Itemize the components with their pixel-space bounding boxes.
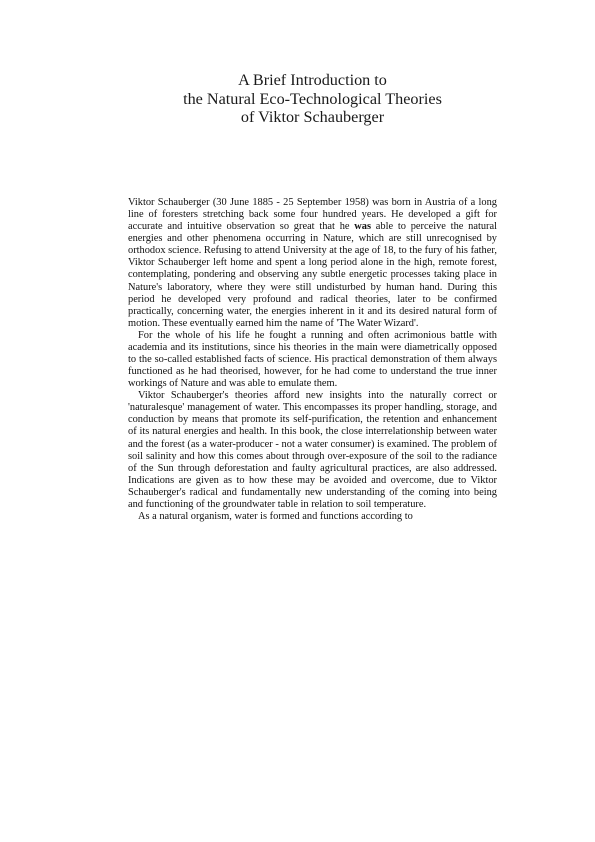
title-line-2: the Natural Eco-Technological Theories (183, 89, 442, 108)
title-line-1: A Brief Introduction to (238, 71, 387, 89)
paragraph-3: Viktor Schauberger's theories afford new insights into the naturally correct or 'naturalesque' management of water. This encompasses its proper handling, storage, and conduction by means that promote its self-purification, the retention and enhancement of its natural energies and health. In this book, the close interrelationship between water and the forest (as a water-producer - not a water consumer) is examined. The problem of soil salinity and how this comes about through over-exposure of the soil to the radiance of the Sun through deforestation and faulty agricultural practices, are also addressed. Indications are given as to how these may be avoided and overcome, due to Viktor Schauberger's radical and fundamentally new understanding of the coming into being and functioning of the groundwater table in relation to soil temperature. (128, 390, 497, 510)
title-line-3: of Viktor Schauberger (240, 108, 385, 126)
body-text (128, 197, 497, 523)
paragraph-1-emphasis: was (354, 221, 372, 233)
paragraph-2: For the whole of his life he fought a running and often acrimonious battle with academia and its institutions, since his theories in the main were diametrically opposed to the so-called established facts of science. His practical demonstration of them always functioned as he had theorised, however, for he had come to understand the true inner workings of Nature and was able to emulate them. (128, 329, 497, 390)
paragraph-1-part-2: able to perceive the natural energies and other phenomena occurring in Nature, which are still unrecognised by orthodox science. Refusing to attend University at the age of 18, to the fury of his father, Viktor Schauberger left home and spent a long period alone in the high, remote forest, contemplating, pondering and observing any subtle energetic processes taking place in Nature's laboratory, where they were still undisturbed by human hand. During this period he developed very profound and radical theories, later to be confirmed practically, concerning water, the energies inherent in it and its desired natural form of motion. These eventually earned him the name of 'The Water Wizard'. (128, 221, 498, 329)
document-title (0, 71, 595, 127)
paragraph-1-part-1: Viktor Schauberger (30 June 1885 - 25 September 1958) was born in Austria of a long line of foresters stretching back some four hundred years. He developed a gift for accurate and intuitive observation so great that he (128, 197, 497, 233)
paragraph-4: As a natural organism, water is formed and functions according to (138, 511, 413, 523)
paragraph-1 (128, 197, 497, 330)
